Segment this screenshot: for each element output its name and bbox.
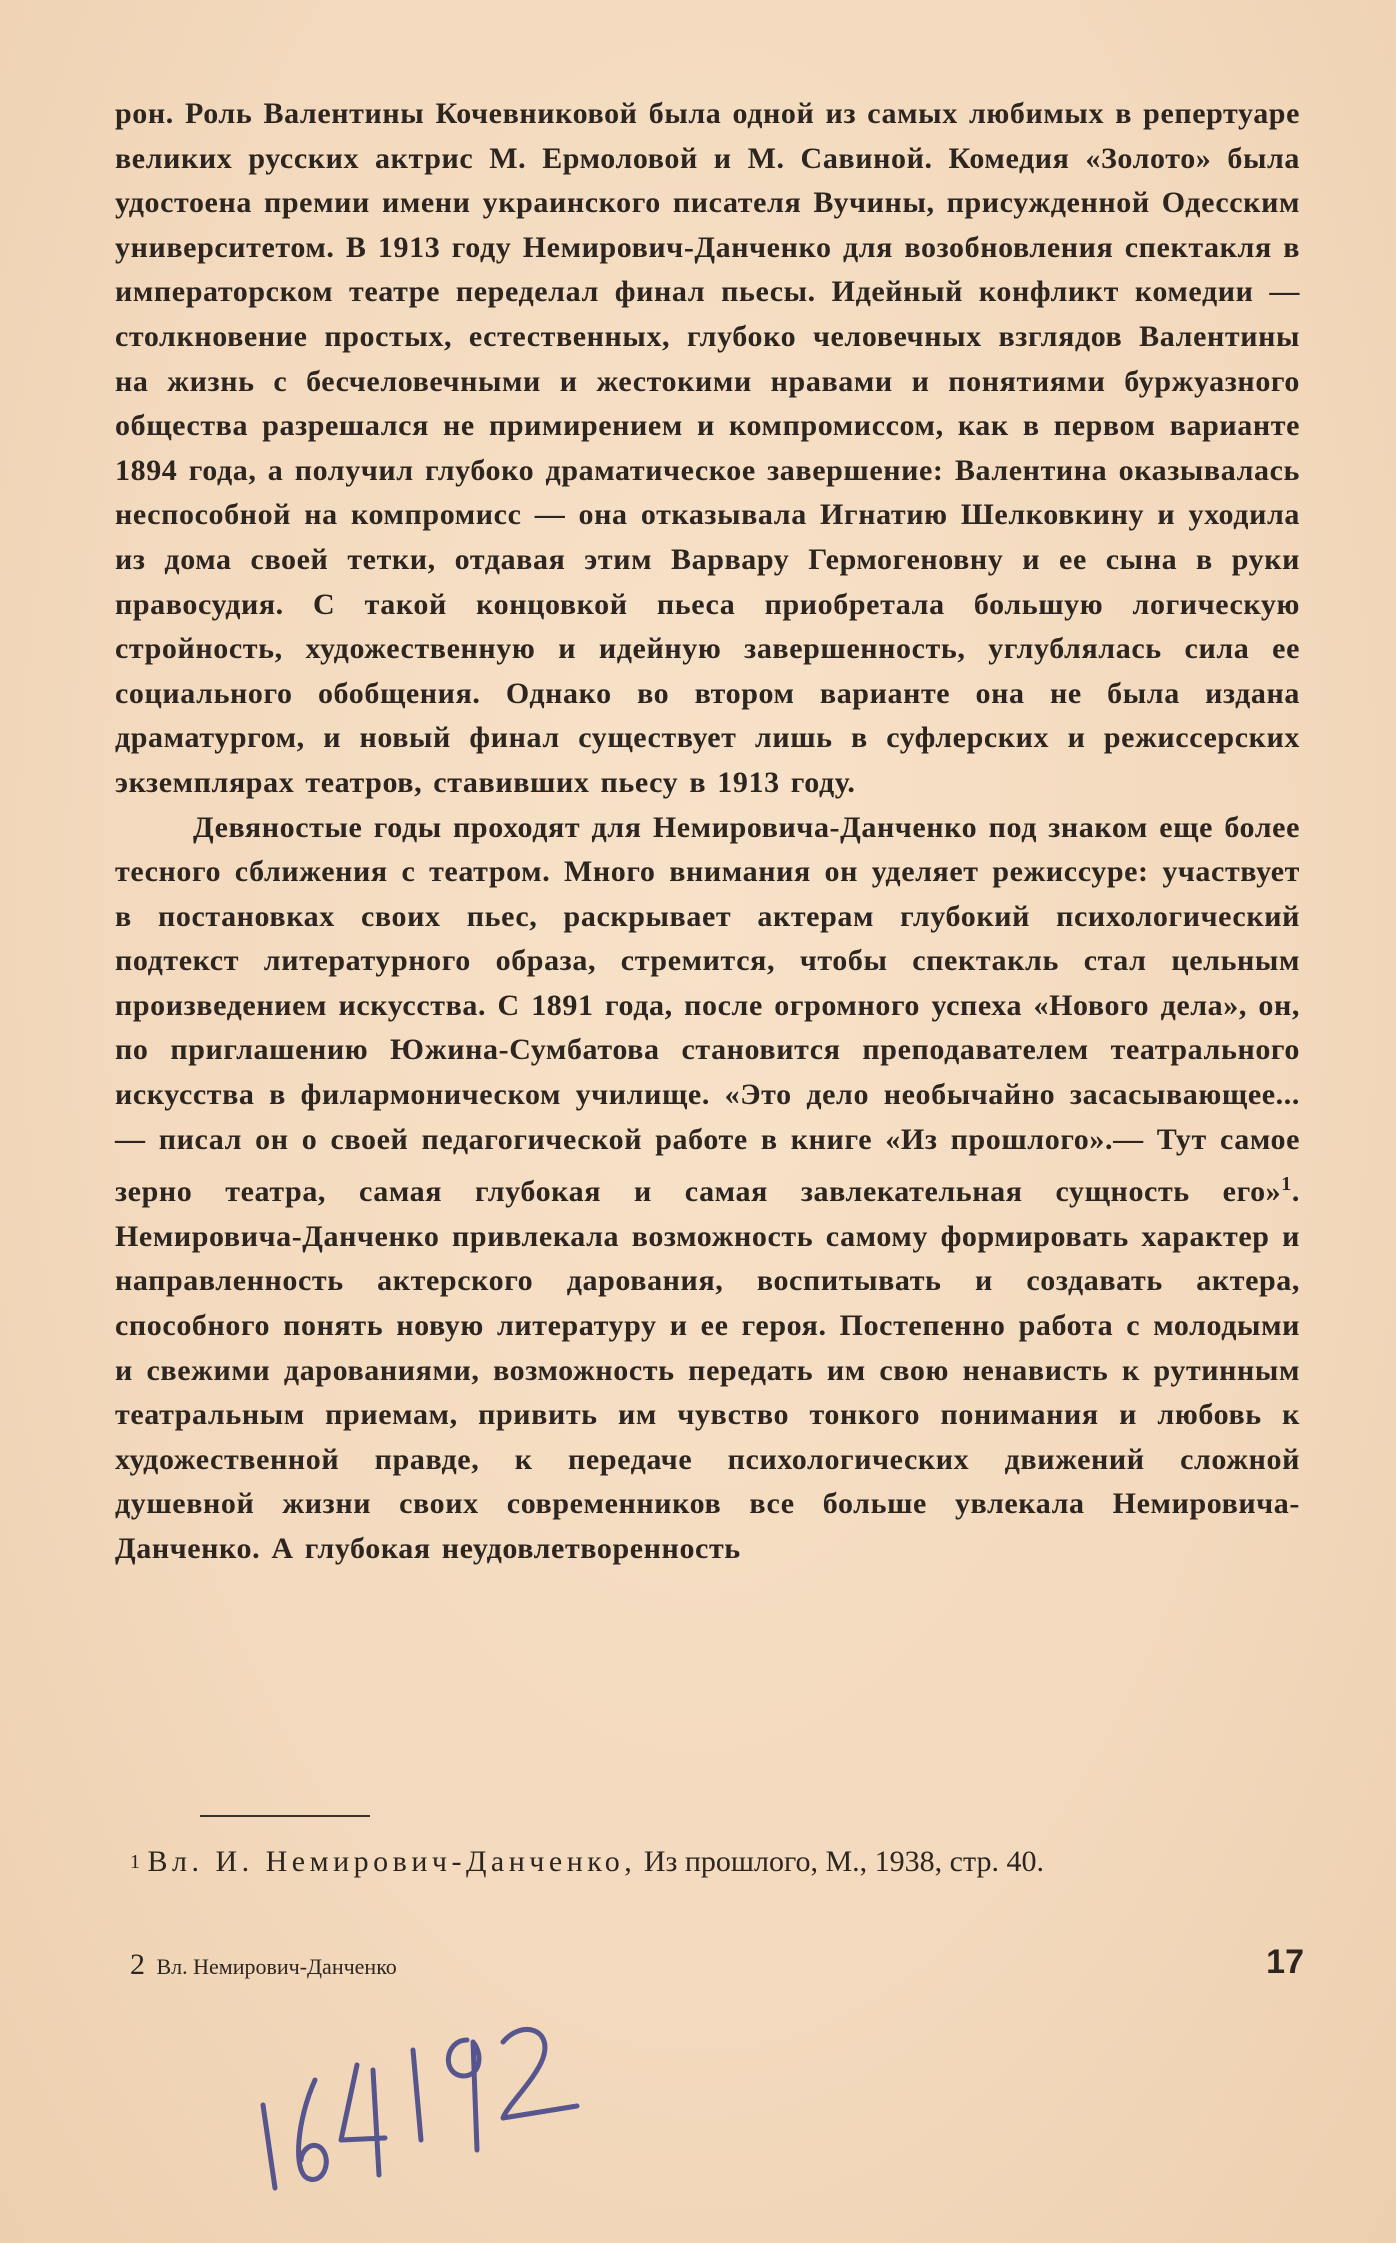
signature-text: Вл. Немирович-Данченко (156, 1954, 397, 1979)
footnote-author: Вл. И. Немирович-Данченко, (147, 1845, 637, 1878)
footnote-source: Из прошлого, М., 1938, стр. 40. (636, 1845, 1044, 1878)
paragraph-2-continuation: . Немировича-Данченко привлекала возможность самому формировать характер и направленность актерского дарования, воспитывать и создавать актера, способного понять новую литературу и ее героя. Постепенно работа с молодыми и свежими дарованиями, возможность передать им свою ненависть к рутинным театральным приемам, привить им чувство тонкого понимания и любовь к художественной правде, к передаче психологических движений сложной душевной жизни своих современников все больше увлекала Немировича-Данченко. А глубокая неудовлетворенность (115, 1175, 1300, 1565)
footnote-reference: 1 (1281, 1173, 1292, 1196)
footnote (130, 1842, 1300, 1882)
page-number: 17 (1266, 1943, 1304, 1981)
paragraph-1: рон. Роль Валентины Кочевниковой была одной из самых любимых в репертуаре великих русских актрис М. Ермоловой и М. Савиной. Комедия «Золото» была удостоена премии имени украинского писателя Вучины, присужденной Одесским университетом. В 1913 году Немирович-Данченко для возобновления спектакля в императорском театре переделал финал пьесы. Идейный конфликт комедии — столкновение простых, естественных, глубоко человечных взглядов Валентины на жизнь с бесчеловечными и жестокими нравами и понятиями буржуазного общества разрешался не примирением и компромиссом, как в первом варианте 1894 года, а получил глубоко драматическое завершение: Валентина оказывалась неспособной на компромисс — она отказывала Игнатию Шелковкину и уходила из дома своей тетки, отдавая этим Варвару Гермогеновну и ее сына в руки правосудия. С такой концовкой пьеса приобретала большую логическую стройность, художественную и идейную завершенность, углублялась сила ее социального обобщения. Однако во втором варианте она не была издана драматургом, и новый финал существует лишь в суфлерских и режиссерских экземплярах театров, ставивших пьесу в 1913 году. (115, 97, 1300, 799)
paragraph-2 (115, 806, 1300, 1572)
signature-number: 2 (130, 1948, 145, 1981)
footnote-divider (200, 1815, 370, 1817)
signature-mark (130, 1945, 397, 1987)
main-text (115, 92, 1300, 1572)
handwritten-note-icon (245, 2010, 585, 2200)
footnote-marker: 1 (130, 1851, 140, 1873)
paragraph-2-text: Девяностые годы проходят для Немировича-Данченко под знаком еще более тесного сближения с театром. Много внимания он уделяет режиссуре: участвует в постановках своих пьес, раскрывает актерам глубокий психологический подтекст литературного образа, стремится, чтобы спектакль стал цельным произведением искусства. С 1891 года, после огромного успеха «Нового дела», он, по приглашению Южина-Сумбатова становится преподавателем театрального искусства в филармоническом училище. «Это дело необычайно засасывающее...— писал он о своей педагогической работе в книге «Из прошлого».— Тут самое зерно театра, самая глубокая и самая завлекательная сущность его» (115, 810, 1300, 1209)
